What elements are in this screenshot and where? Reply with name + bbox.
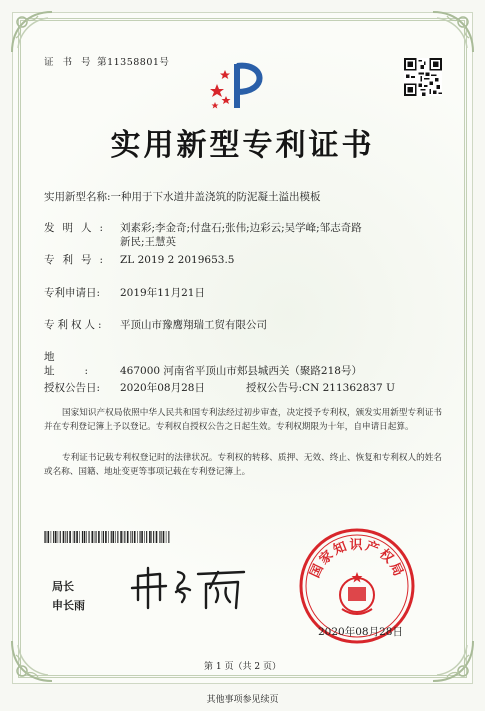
utility-model-name-row — [44, 190, 321, 204]
patentee-value: 平顶山市豫鹰翔瑞工贸有限公司 — [120, 319, 267, 331]
barcode-bar — [86, 531, 87, 543]
qr-code — [404, 58, 442, 96]
patent-number-value: ZL 2019 2 2019653.5 — [120, 254, 235, 266]
patentee-row — [44, 318, 267, 332]
barcode-bar — [82, 531, 83, 543]
barcode-bar — [51, 531, 52, 543]
barcode-bar — [74, 531, 75, 543]
barcode — [44, 531, 172, 543]
application-date-row — [44, 286, 205, 300]
barcode-bar — [127, 531, 129, 543]
certificate-number-label: 证 书 号 — [44, 57, 94, 68]
barcode-bar — [63, 531, 65, 543]
corner-ornament — [429, 8, 477, 56]
barcode-bar — [153, 531, 154, 543]
barcode-bar — [140, 531, 141, 543]
barcode-bar — [149, 531, 151, 543]
grant-date-label: 授权公告日: — [44, 382, 101, 394]
barcode-bar — [79, 531, 80, 543]
barcode-bar — [124, 531, 125, 543]
inventor-value: 刘素彩;李金奇;付盘石;张伟;边彩云;吴学峰;邹志奇路新民;王慧英 — [120, 222, 362, 248]
barcode-bar — [132, 531, 133, 543]
barcode-bar — [117, 531, 118, 543]
barcode-bar — [92, 531, 94, 543]
page-number: 第 1 页（共 2 页） — [204, 662, 281, 672]
address-row — [44, 350, 362, 378]
utility-model-name-label: 实用新型名称: — [44, 191, 111, 203]
barcode-bar — [141, 531, 143, 543]
barcode-bar — [96, 531, 97, 543]
barcode-bar — [89, 531, 90, 543]
barcode-bar — [159, 531, 160, 543]
patent-number-label: 专利号: — [44, 254, 112, 266]
barcode-bar — [65, 531, 66, 543]
application-date-label: 专利申请日: — [44, 287, 101, 299]
grant-date-value: 2020年08月28日 — [120, 382, 205, 394]
certificate-number — [44, 54, 169, 68]
barcode-bar — [94, 531, 95, 543]
barcode-bar — [53, 531, 54, 543]
barcode-bar — [60, 531, 61, 543]
inventor-row — [44, 221, 111, 235]
barcode-bar — [156, 531, 158, 543]
seal-date: 2020年08月28日 — [318, 626, 403, 638]
barcode-bar — [55, 531, 57, 543]
footer-note: 其他事项参见续页 — [206, 695, 279, 705]
barcode-bar — [103, 531, 104, 543]
barcode-bar — [161, 531, 162, 543]
certificate-title: 实用新型专利证书 — [110, 128, 375, 163]
barcode-bar — [123, 531, 124, 543]
barcode-bar — [84, 531, 86, 543]
certificate-number-value: 第11358801号 — [97, 57, 170, 68]
barcode-bar — [73, 531, 74, 543]
barcode-bar — [146, 531, 147, 543]
director-title: 局长 — [52, 580, 74, 593]
director-name: 申长雨 — [52, 599, 85, 612]
barcode-bar — [67, 531, 68, 543]
barcode-bar — [151, 531, 152, 543]
application-date-value: 2019年11月21日 — [120, 287, 205, 299]
barcode-bar — [105, 531, 107, 543]
barcode-bar — [111, 531, 112, 543]
barcode-bar — [120, 531, 122, 543]
barcode-bar — [113, 531, 115, 543]
barcode-bar — [48, 531, 50, 543]
barcode-bar — [163, 531, 165, 543]
barcode-bar — [69, 531, 71, 543]
declaration-paragraph-1: 国家知识产权局依照中华人民共和国专利法经过初步审查，决定授予专利权，颁发实用新型专利证书并在专利登记簿上予以登记。专利权自授权公告之日起生效。专利权期限为十年，自申请日起算。 — [44, 408, 442, 432]
address-value: 467000 河南省平顶山市郏县城西关（聚路218号） — [120, 365, 362, 377]
seal-text: 国家知识产权局 — [307, 538, 407, 581]
grant-date-row — [44, 381, 205, 395]
barcode-bar — [166, 531, 167, 543]
barcode-bar — [45, 531, 46, 543]
grant-number-value: CN 211362837 U — [302, 382, 395, 394]
barcode-bar — [134, 531, 136, 543]
corner-ornament — [8, 8, 56, 56]
grant-number-row — [246, 381, 395, 395]
barcode-bar — [76, 531, 78, 543]
patent-office-logo — [207, 58, 273, 112]
director-signature — [126, 562, 254, 612]
barcode-bar — [144, 531, 145, 543]
barcode-bar — [115, 531, 116, 543]
barcode-bar — [102, 531, 103, 543]
barcode-bar — [98, 531, 100, 543]
barcode-bar — [108, 531, 109, 543]
barcode-bar — [137, 531, 138, 543]
inventor-label: 发明人: — [44, 222, 112, 234]
barcode-bar — [58, 531, 59, 543]
declaration-paragraph-2: 专利证书记载专利权登记时的法律状况。专利权的转移、质押、无效、终止、恢复和专利权人的姓名或名称、国籍、地址变更等事项记载在专利登记簿上。 — [44, 453, 442, 477]
grant-number-label: 授权公告号: — [246, 382, 303, 394]
barcode-bar — [44, 531, 45, 543]
utility-model-name-value: 一种用于下水道井盖浇筑的防泥凝土溢出模板 — [110, 191, 321, 203]
patent-number-row — [44, 253, 234, 267]
barcode-bar — [168, 531, 169, 543]
patentee-label: 专利权人: — [44, 319, 105, 331]
barcode-bar — [130, 531, 131, 543]
address-label: 地址: — [44, 351, 119, 377]
